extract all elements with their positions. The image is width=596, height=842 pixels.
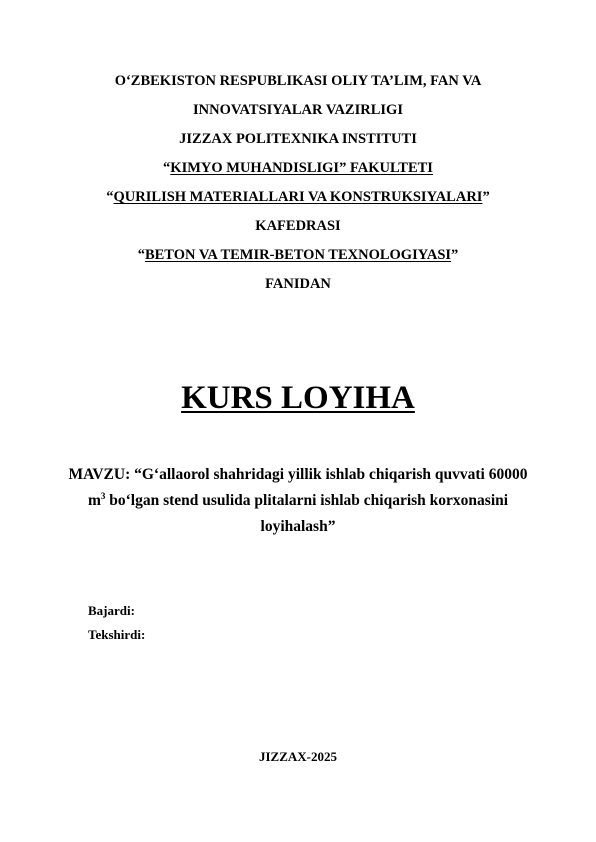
faculty-line: [0, 159, 596, 177]
topic-unit: m: [87, 492, 101, 509]
subject-line: [0, 246, 596, 264]
checked-by-label: Tekshirdi:: [88, 627, 146, 642]
city-year: JIZZAX-2025: [258, 749, 337, 764]
faculty-open-quote: “: [163, 160, 171, 176]
topic-line-3: loyihalash”: [260, 518, 336, 535]
department-open-quote: “: [106, 189, 114, 205]
topic-line-2: [40, 488, 556, 514]
ministry-line-1: O‘ZBEKISTON RESPUBLIKASI OLIY TA’LIM, FAN VA: [114, 73, 482, 89]
performed-by-label: Bajardi:: [88, 603, 135, 618]
department-close-quote: ”: [482, 189, 490, 205]
subject-open-quote: “: [137, 247, 145, 263]
faculty-name: KIMYO MUHANDISLIGI” FAKULTETI: [170, 160, 433, 176]
department-line: [0, 188, 596, 206]
document-title: [0, 378, 596, 418]
topic-line-1: MAVZU: “G‘allaorol shahridagi yillik ishlab chiqarish quvvati 60000: [68, 466, 528, 483]
subject-name: BETON VA TEMIR-BETON TEXNOLOGIYASI: [144, 247, 452, 263]
department-label: KAFEDRASI: [255, 218, 341, 234]
institute-name: JIZZAX POLITEXNIKA INSTITUTI: [179, 131, 417, 147]
subject-close-quote: ”: [451, 247, 459, 263]
topic-line-2-text: bo‘lgan stend usulida plitalarni ishlab chiqarish korxonasini: [105, 492, 509, 509]
ministry-line-2: INNOVATSIYALAR VAZIRLIGI: [193, 102, 403, 118]
subject-label: FANIDAN: [265, 276, 331, 292]
department-name: QURILISH MATERIALLARI VA KONSTRUKSIYALARI: [113, 189, 483, 205]
document-title-text: KURS LOYIHA: [181, 380, 415, 416]
topic-unit-exponent: 3: [100, 491, 106, 501]
